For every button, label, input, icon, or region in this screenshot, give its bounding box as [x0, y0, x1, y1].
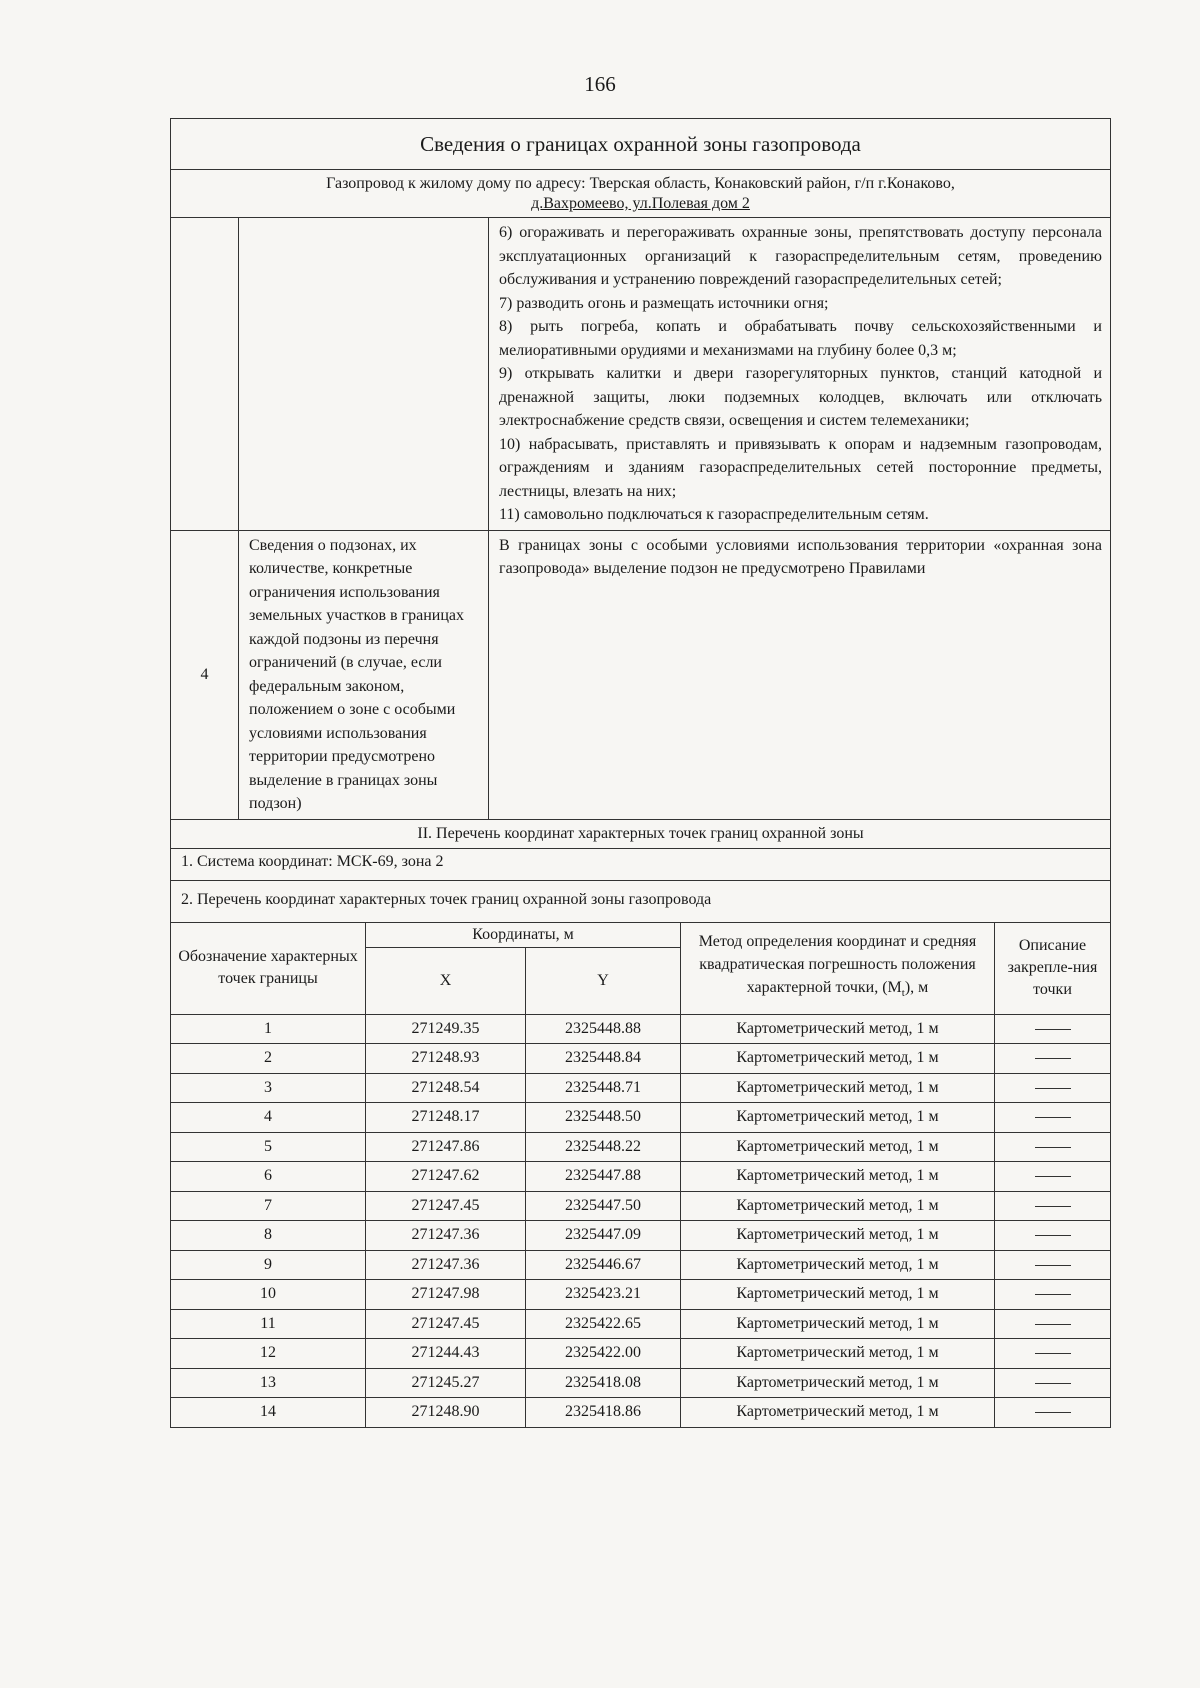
x-cell: 271247.36 [366, 1221, 526, 1251]
method-cell: Картометрический метод, 1 м [681, 1398, 995, 1427]
method-cell: Картометрический метод, 1 м [681, 1191, 995, 1221]
method-cell: Картометрический метод, 1 м [681, 1339, 995, 1369]
point-number-cell: 1 [171, 1014, 366, 1044]
x-cell: 271247.98 [366, 1280, 526, 1310]
y-cell: 2325447.88 [526, 1162, 681, 1192]
y-cell: 2325448.22 [526, 1132, 681, 1162]
header-designation: Обозначение характерных точек границы [171, 923, 366, 1015]
description-cell [995, 1014, 1111, 1044]
table-row [171, 1044, 1110, 1074]
description-cell [995, 1103, 1111, 1133]
point-number-cell: 6 [171, 1162, 366, 1192]
x-cell: 271247.45 [366, 1191, 526, 1221]
description-cell [995, 1250, 1111, 1280]
coordinates-table [171, 923, 1110, 1427]
point-number-cell: 12 [171, 1339, 366, 1369]
method-cell: Картометрический метод, 1 м [681, 1073, 995, 1103]
object-address-line-1: Газопровод к жилому дому по адресу: Тверская область, Конаковский район, г/п г.Конаково, [326, 175, 955, 192]
description-cell [995, 1073, 1111, 1103]
point-number-cell: 11 [171, 1309, 366, 1339]
page-number: 166 [584, 72, 616, 96]
header-coordinates: Координаты, м [366, 923, 681, 948]
description-cell [995, 1132, 1111, 1162]
description-cell [995, 1309, 1111, 1339]
x-cell: 271247.86 [366, 1132, 526, 1162]
coordinate-list-title: 2. Перечень координат характерных точек границ охранной зоны газопровода [171, 881, 1110, 923]
y-cell: 2325448.84 [526, 1044, 681, 1074]
method-cell: Картометрический метод, 1 м [681, 1368, 995, 1398]
dash-mark [1035, 1265, 1071, 1266]
row-number: 4 [171, 531, 239, 819]
description-cell [995, 1398, 1111, 1427]
restriction-item: 9) открывать калитки и двери газорегуляторных пунктов, станций катодной и дренажной защиты, люки подземных колодцев, включать или отключать электроснабжение средств связи, освещения и систем телемеханики; [499, 365, 1102, 429]
header-y: Y [526, 947, 681, 1014]
table-row [171, 1221, 1110, 1251]
dash-mark [1035, 1383, 1071, 1384]
method-cell: Картометрический метод, 1 м [681, 1132, 995, 1162]
table-row [171, 1073, 1110, 1103]
y-cell: 2325422.65 [526, 1309, 681, 1339]
dash-mark [1035, 1058, 1071, 1059]
table-row [171, 1103, 1110, 1133]
restrictions-row [171, 218, 1110, 531]
description-cell [995, 1368, 1111, 1398]
method-cell: Картометрический метод, 1 м [681, 1221, 995, 1251]
description-cell [995, 1044, 1111, 1074]
description-cell [995, 1191, 1111, 1221]
object-address-line-2: д.Вахромеево, ул.Полевая дом 2 [531, 195, 750, 212]
table-row [171, 1280, 1110, 1310]
object-address [171, 170, 1110, 218]
method-cell: Картометрический метод, 1 м [681, 1309, 995, 1339]
point-number-cell: 5 [171, 1132, 366, 1162]
point-number-cell: 8 [171, 1221, 366, 1251]
subzones-row [171, 531, 1110, 820]
method-cell: Картометрический метод, 1 м [681, 1044, 995, 1074]
dash-mark [1035, 1117, 1071, 1118]
dash-mark [1035, 1353, 1071, 1354]
restriction-item: 11) самовольно подключаться к газораспределительным сетям. [499, 506, 929, 523]
form-title: Сведения о границах охранной зоны газопровода [171, 119, 1110, 170]
dash-mark [1035, 1294, 1071, 1295]
coordinates-table-body [171, 1014, 1110, 1427]
table-row [171, 1309, 1110, 1339]
y-cell: 2325448.71 [526, 1073, 681, 1103]
x-cell: 271244.43 [366, 1339, 526, 1369]
table-row [171, 1368, 1110, 1398]
point-number-cell: 3 [171, 1073, 366, 1103]
method-cell: Картометрический метод, 1 м [681, 1103, 995, 1133]
row-label [239, 218, 489, 530]
method-cell: Картометрический метод, 1 м [681, 1014, 995, 1044]
x-cell: 271249.35 [366, 1014, 526, 1044]
row-number [171, 218, 239, 530]
dash-mark [1035, 1147, 1071, 1148]
method-cell: Картометрический метод, 1 м [681, 1250, 995, 1280]
y-cell: 2325422.00 [526, 1339, 681, 1369]
header-method: Метод определения координат и средняя квадратическая погрешность положения характерной точки, $(M_t)$, м [681, 923, 995, 1015]
x-cell: 271247.62 [366, 1162, 526, 1192]
point-number-cell: 2 [171, 1044, 366, 1074]
coordinate-system: 1. Система координат: МСК-69, зона 2 [171, 849, 1110, 881]
table-row [171, 1339, 1110, 1369]
x-cell: 271248.17 [366, 1103, 526, 1133]
y-cell: 2325448.50 [526, 1103, 681, 1133]
y-cell: 2325447.50 [526, 1191, 681, 1221]
dash-mark [1035, 1324, 1071, 1325]
restriction-item: 10) набрасывать, приставлять и привязывать к опорам и надземным газопроводам, ограждениям и зданиям газораспределительных сетей посторонние предметы, лестницы, влезать на них; [499, 435, 1102, 500]
header-description: Описание закрепле-ния точки [995, 923, 1111, 1015]
table-row [171, 1132, 1110, 1162]
point-number-cell: 14 [171, 1398, 366, 1427]
dash-mark [1035, 1088, 1071, 1089]
restriction-item: 8) рыть погреба, копать и обрабатывать почву сельскохозяйственными и мелиоративными орудиями и механизмами на глубину более 0,3 м; [499, 318, 1102, 359]
description-cell [995, 1280, 1111, 1310]
x-cell: 271245.27 [366, 1368, 526, 1398]
dash-mark [1035, 1176, 1071, 1177]
table-row [171, 1250, 1110, 1280]
description-cell [995, 1339, 1111, 1369]
dash-mark [1035, 1412, 1071, 1413]
description-cell [995, 1162, 1111, 1192]
y-cell: 2325423.21 [526, 1280, 681, 1310]
description-cell [995, 1221, 1111, 1251]
y-cell: 2325448.88 [526, 1014, 681, 1044]
x-cell: 271248.93 [366, 1044, 526, 1074]
point-number-cell: 7 [171, 1191, 366, 1221]
table-header-row [171, 923, 1110, 948]
method-cell: Картометрический метод, 1 м [681, 1280, 995, 1310]
method-cell: Картометрический метод, 1 м [681, 1162, 995, 1192]
section-title: II. Перечень координат характерных точек границ охранной зоны [171, 820, 1110, 849]
x-cell: 271247.45 [366, 1309, 526, 1339]
y-cell: 2325446.67 [526, 1250, 681, 1280]
subzones-text: В границах зоны с особыми условиями использования территории «охранная зона газопровода» выделение подзон не предусмотрено Правилами [499, 536, 1102, 577]
table-row [171, 1398, 1110, 1427]
boundary-info-form [170, 118, 1111, 1428]
restriction-item: 7) разводить огонь и размещать источники огня; [499, 294, 829, 312]
header-x: X [366, 947, 526, 1014]
point-number-cell: 13 [171, 1368, 366, 1398]
table-row [171, 1162, 1110, 1192]
y-cell: 2325447.09 [526, 1221, 681, 1251]
dash-mark [1035, 1206, 1071, 1207]
x-cell: 271247.36 [366, 1250, 526, 1280]
row-label: Сведения о подзонах, их количестве, конкретные ограничения использования земельных участков в границах каждой подзоны из перечня ограничений (в случае, если федеральным законом, положением о зоне с особыми условиями использования территории предусмотрено выделение в границах зоны подзон) [239, 531, 489, 819]
x-cell: 271248.90 [366, 1398, 526, 1427]
dash-mark [1035, 1029, 1071, 1030]
table-row [171, 1191, 1110, 1221]
point-number-cell: 9 [171, 1250, 366, 1280]
x-cell: 271248.54 [366, 1073, 526, 1103]
restrictions-list [489, 218, 1110, 530]
dash-mark [1035, 1235, 1071, 1236]
restriction-item: 6) огораживать и перегораживать охранные зоны, препятствовать доступу персонала эксплуатационных организаций к газораспределительным сетям, проведению обслуживания и устранению повреждений газораспределительных сетей; [499, 224, 1102, 288]
point-number-cell: 10 [171, 1280, 366, 1310]
y-cell: 2325418.08 [526, 1368, 681, 1398]
y-cell: 2325418.86 [526, 1398, 681, 1427]
point-number-cell: 4 [171, 1103, 366, 1133]
table-row [171, 1014, 1110, 1044]
